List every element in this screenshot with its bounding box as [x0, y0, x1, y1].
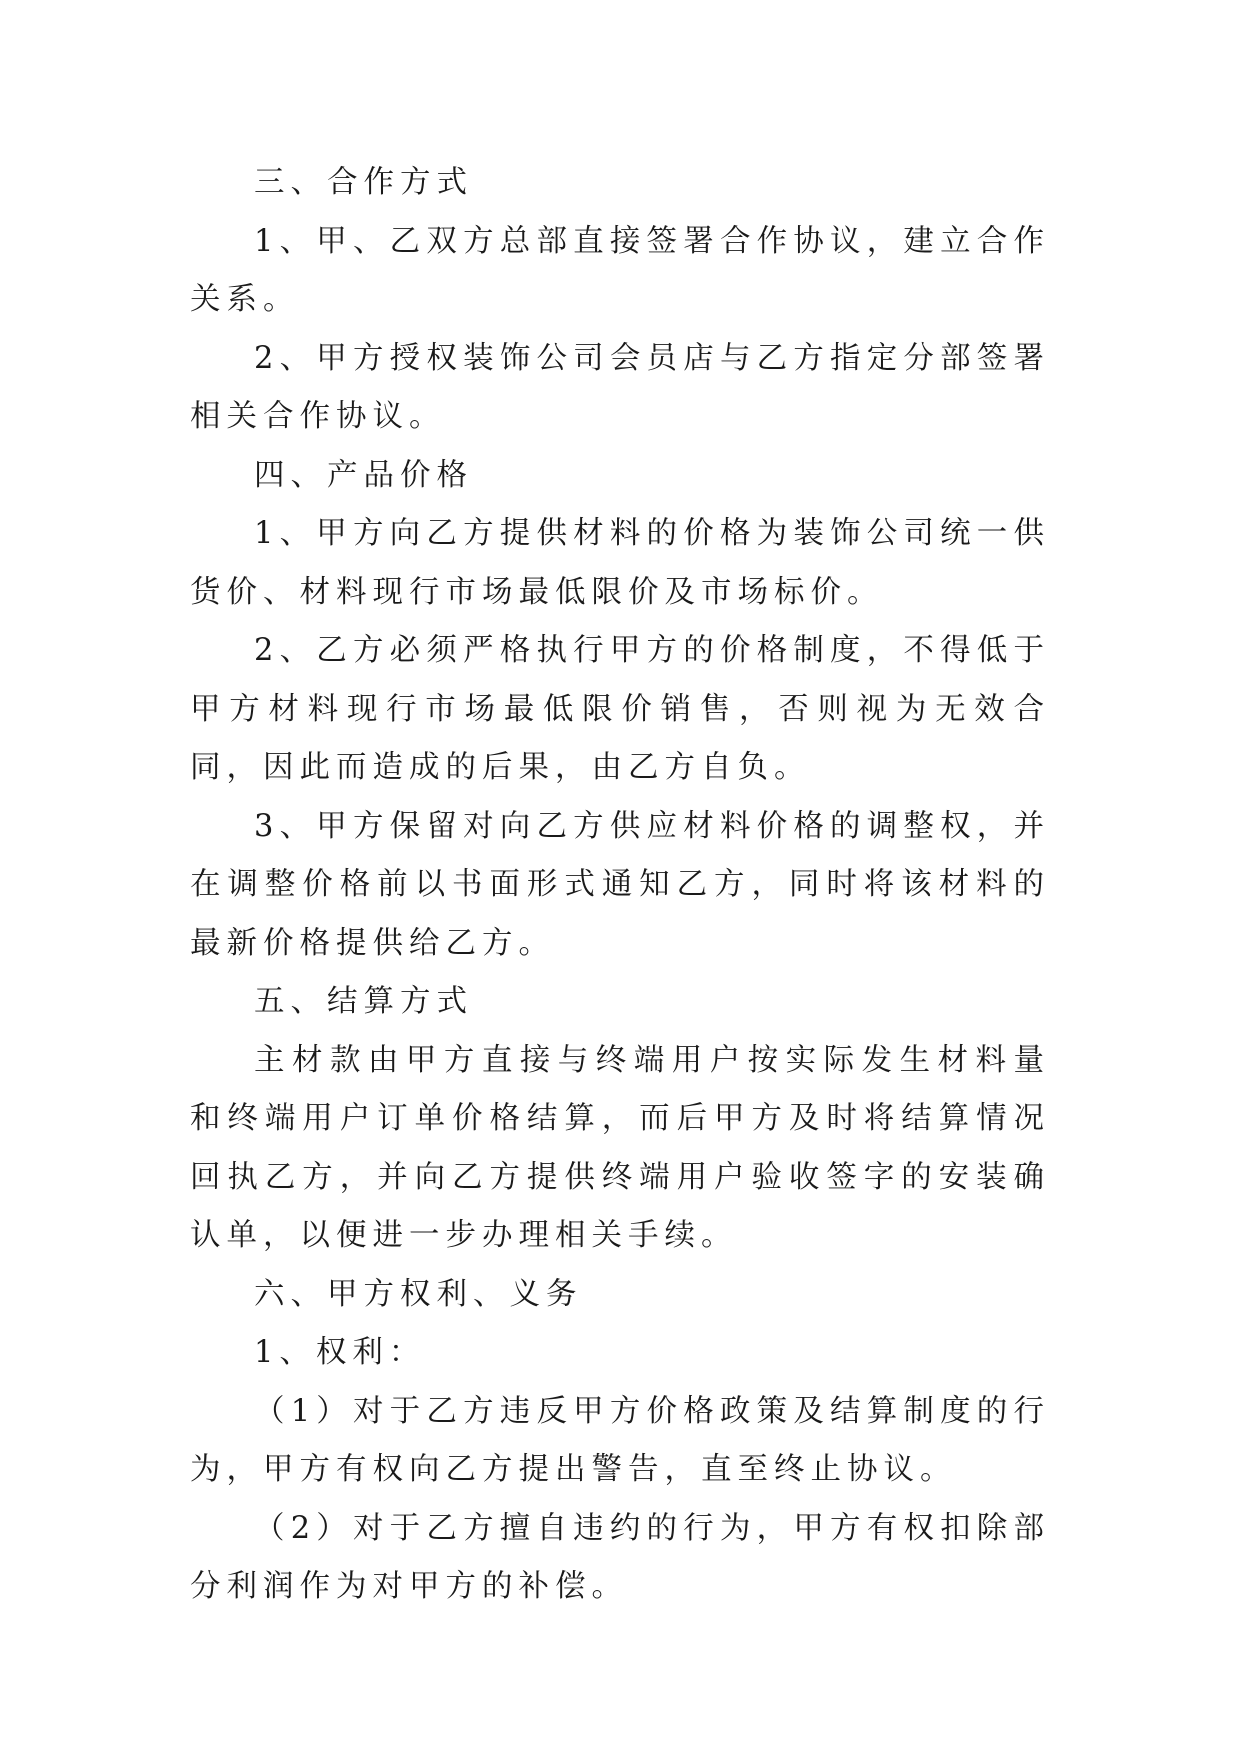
paragraph: 2、乙方必须严格执行甲方的价格制度，不得低于甲方材料现行市场最低限价销售，否则视为无效合同，因此而造成的后果，由乙方自负。 [190, 633, 1050, 785]
section-heading-cooperation: 三、合作方式 [254, 165, 473, 200]
paragraph: 主材款由甲方直接与终端用户按实际发生材料量和终端用户订单价格结算，而后甲方及时将结算情况回执乙方，并向乙方提供终端用户验收签字的安装确认单，以便进一步办理相关手续。 [190, 1042, 1050, 1253]
paragraph: 2、甲方授权装饰公司会员店与乙方指定分部签署相关合作协议。 [190, 340, 1050, 434]
section-heading-settlement: 五、结算方式 [254, 984, 473, 1019]
paragraph: 3、甲方保留对向乙方供应材料价格的调整权，并在调整价格前以书面形式通知乙方，同时将该材料的最新价格提供给乙方。 [190, 808, 1050, 961]
subheading-rights: 1、权利： [254, 1335, 426, 1370]
document-body [190, 154, 1050, 1617]
section-heading-pricing: 四、产品价格 [254, 457, 473, 493]
paragraph: 1、甲方向乙方提供材料的价格为装饰公司统一供货价、材料现行市场最低限价及市场标价。 [190, 516, 1050, 610]
paragraph: 1、甲、乙双方总部直接签署合作协议，建立合作关系。 [190, 223, 1050, 317]
paragraph: （2）对于乙方擅自违约的行为，甲方有权扣除部分利润作为对甲方的补偿。 [190, 1510, 1050, 1604]
paragraph: （1）对于乙方违反甲方价格政策及结算制度的行为，甲方有权向乙方提出警告，直至终止协议。 [190, 1393, 1050, 1487]
section-heading-party-a-rights: 六、甲方权利、义务 [254, 1276, 583, 1312]
